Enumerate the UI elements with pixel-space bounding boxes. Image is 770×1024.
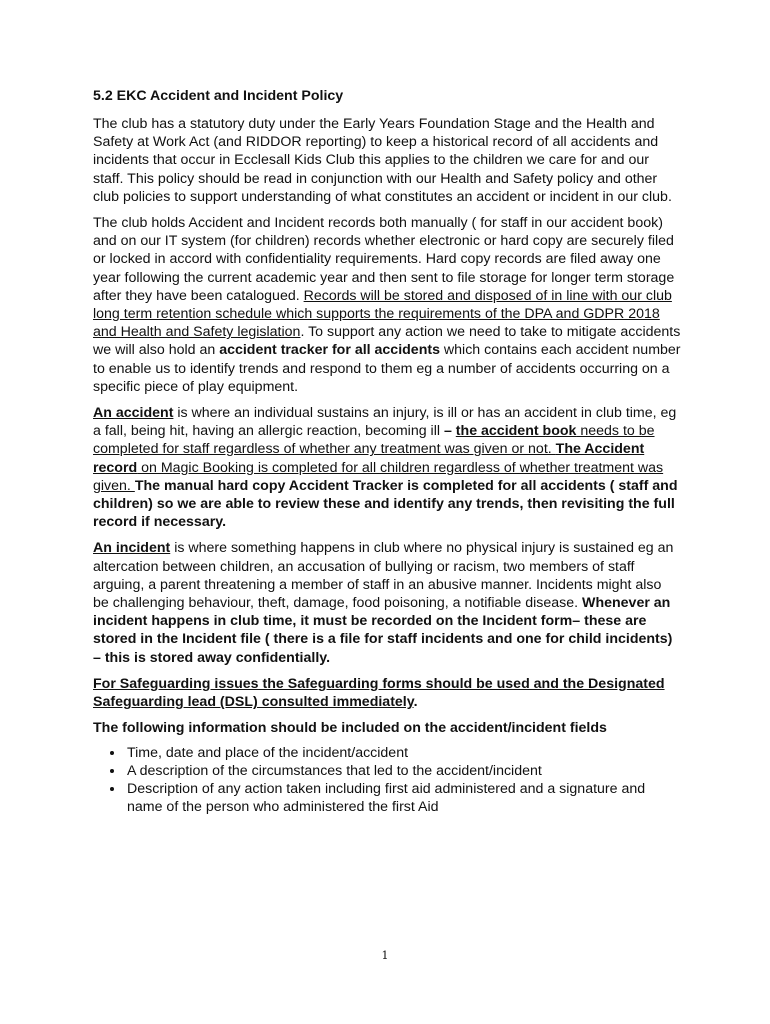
paragraph-safeguarding: [93, 675, 681, 711]
safeguarding-period: .: [413, 694, 418, 711]
incident-definition-text: is where something happens in club where no physical injury is sustained eg an altercation between children, an accusation of bullying or racism, two members of staff arguing, a parent threatening a member of staff in an abusive manner. Incidents might also be challenging behaviour, theft, damage, food poisoning, a notifiable disease.: [93, 540, 674, 612]
policy-title: 5.2 EKC Accident and Incident Policy: [93, 88, 344, 104]
safeguarding-statement: For Safeguarding issues the Safeguarding forms should be used and the Designated Safeguarding lead (DSL) consulted immediately: [93, 675, 665, 711]
incident-recording-statement: Whenever an incident happens in club time, it must be recorded on the Incident form– these are stored in the Incident file ( there is a file for staff incidents and one for child incidents) – this is stored away confidentially.: [93, 595, 673, 666]
records-text-cont: . To support any action we need to take to mitigate accidents we will also hold an: [93, 324, 681, 359]
accident-book-text: needs to be completed for staff regardless of whether any treatment was given or not.: [93, 423, 655, 458]
paragraph-records: [93, 214, 681, 396]
paragraph-accident-definition: [93, 404, 681, 531]
paragraph-statutory-duty: The club has a statutory duty under the Early Years Foundation Stage and the Health and Safety at Work Act (and RIDDOR reporting) to keep a historical record of all accidents and incidents that occur in Ecclesall Kids Club this applies to the children we care for and our staff. This policy should be read in conjunction with our Health and Safety policy and other club policies to support understanding of what constitutes an accident or incident in our club.: [93, 116, 672, 205]
accident-tracker-statement: The manual hard copy Accident Tracker is completed for all accidents ( staff and children) so we are able to review these and identify any trends, then revisiting the full record if necessary.: [93, 477, 678, 531]
paragraph-incident-definition: [93, 539, 681, 666]
accident-dash: –: [443, 423, 456, 440]
accident-term: An accident: [93, 405, 174, 422]
required-fields-list: [93, 744, 681, 817]
list-item: • Time, date and place of the incident/accident: [125, 744, 681, 762]
list-item: • A description of the circumstances that led to the accident/incident: [125, 762, 681, 780]
required-information-heading: The following information should be included on the accident/incident fields: [93, 720, 607, 737]
paragraph-required-information: [93, 719, 681, 737]
accident-tracker-term: accident tracker for all accidents: [219, 342, 440, 359]
list-item: • Description of any action taken including first aid administered and a signature and name of the person who administered the first Aid: [125, 780, 681, 816]
incident-term: An incident: [93, 540, 171, 557]
records-text-end: which contains each accident number to enable us to identify trends and respond to them eg a number of accidents occurring on a specific piece of play equipment.: [93, 342, 681, 395]
accident-book-term: the accident book: [455, 423, 577, 440]
document-body: [93, 87, 681, 816]
accident-record-term: The Accident record: [93, 441, 645, 476]
retention-statement: Records will be stored and disposed of in line with our club long term retention schedule which supports the requirements of the DPA and GDPR 2018 and Health and Safety legislation: [93, 287, 672, 341]
page-number: 1: [381, 949, 389, 962]
accident-record-text: on Magic Booking is completed for all children regardless of whether treatment was given.: [93, 459, 664, 494]
records-text: The club holds Accident and Incident records both manually ( for staff in our accident book) and on our IT system (for children) records whether electronic or hard copy are securely filed or locked in accord with confidentiality requirements. Hard copy records are filed away one year following the current academic year and then sent to file storage for longer term storage after they have been catalogued.: [93, 215, 675, 304]
accident-definition-text: is where an individual sustains an injury, is ill or has an accident in club time, eg a fall, being hit, having an allergic reaction, becoming ill: [93, 405, 677, 440]
